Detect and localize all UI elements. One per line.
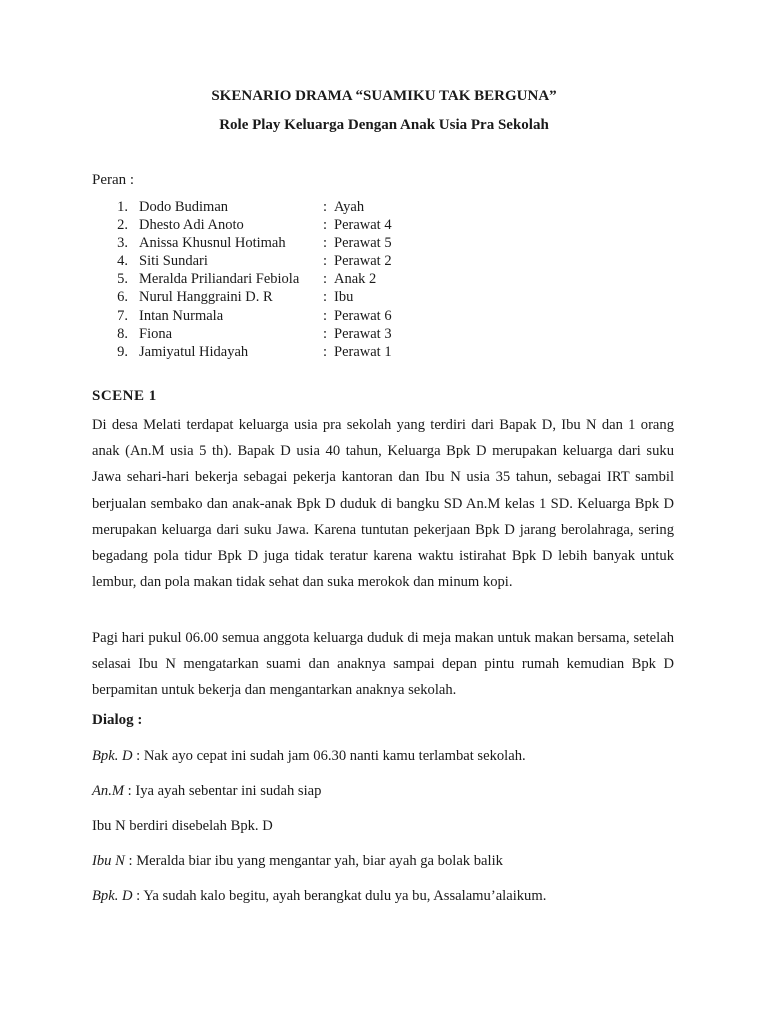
cast-role: Perawat 2: [334, 253, 392, 270]
cast-name: Siti Sundari: [139, 253, 208, 270]
dialog-text: Meralda biar ibu yang mengantar yah, biar ayah ga bolak balik: [136, 853, 503, 869]
cast-colon: :: [323, 235, 328, 252]
cast-number: 7.: [117, 307, 128, 324]
page-subtitle: Role Play Keluarga Dengan Anak Usia Pra Sekolah: [219, 117, 549, 133]
dialog-line: [92, 888, 546, 905]
cast-colon: :: [323, 199, 328, 215]
dialog-line: [92, 853, 503, 870]
cast-number: 8.: [117, 325, 128, 342]
cast-role: Perawat 3: [334, 325, 392, 342]
cast-role: Perawat 6: [334, 307, 392, 324]
cast-colon: :: [323, 307, 328, 324]
stage-direction-text: Ibu N berdiri disebelah Bpk. D: [92, 818, 273, 834]
scene-paragraph-1: Di desa Melati terdapat keluarga usia pra sekolah yang terdiri dari Bapak D, Ibu N dan 1 orang anak (An.M usia 5 th). Bapak D usia 40 tahun, Keluarga Bpk D merupakan keluarga dari suku Jawa sehari-hari bekerja sebagai pekerja kantoran dan Ibu N usia 35 tahun, sebagai IRT sambil berjualan sembako dan anak-anak Bpk D duduk di bangku SD An.M kelas 1 SD. Keluarga Bpk D merupakan keluarga dari suku Jawa. Karena tuntutan pekerjaan Bpk D jarang berolahraga, sering begadang pola tidur Bpk D juga tidak teratur karena waktu istirahat Bpk D lebih banyak untuk lembur, dan pola makan tidak sehat dan suka merokok dan minum kopi.: [92, 417, 674, 591]
cast-name: Intan Nurmala: [139, 307, 224, 324]
dialog-separator: :: [132, 888, 144, 904]
cast-role: Perawat 5: [334, 235, 392, 252]
cast-name: Meralda Priliandari Febiola: [139, 271, 300, 288]
cast-colon: :: [323, 343, 328, 360]
cast-role: Ibu: [334, 289, 354, 306]
cast-name: Anissa Khusnul Hotimah: [139, 235, 286, 252]
dialog-separator: :: [132, 748, 144, 764]
cast-colon: :: [323, 217, 328, 234]
cast-name: Dodo Budiman: [139, 199, 229, 215]
scene-heading: SCENE 1: [92, 388, 157, 404]
cast-colon: :: [323, 289, 328, 306]
cast-role: Perawat 4: [334, 217, 392, 234]
cast-number: 5.: [117, 271, 128, 288]
dialog-heading: Dialog :: [92, 712, 143, 728]
dialog-speaker: An.M: [92, 783, 125, 799]
dialog-text: Ya sudah kalo begitu, ayah berangkat dulu ya bu, Assalamu’alaikum.: [143, 888, 547, 904]
cast-colon: :: [323, 325, 328, 342]
cast-name: Fiona: [139, 325, 173, 342]
stage-direction: [92, 818, 273, 835]
cast-colon: :: [323, 253, 328, 270]
cast-number: 4.: [117, 253, 128, 270]
cast-name: Jamiyatul Hidayah: [139, 343, 249, 360]
cast-number: 6.: [117, 289, 128, 306]
dialog-text: Nak ayo cepat ini sudah jam 06.30 nanti kamu terlambat sekolah.: [143, 748, 526, 764]
cast-heading: Peran :: [92, 172, 135, 188]
scene-paragraph-2: Pagi hari pukul 06.00 semua anggota keluarga duduk di meja makan untuk makan bersama, setelah selasai Ibu N mengatarkan suami dan anaknya sampai depan pintu rumah kemudian Bpk D berpamitan untuk bekerja dan mengantarkan anaknya sekolah.: [92, 630, 674, 699]
page-title: SKENARIO DRAMA “SUAMIKU TAK BERGUNA”: [211, 88, 557, 104]
cast-number: 3.: [117, 235, 128, 252]
dialog-line: [92, 783, 321, 800]
dialog-speaker: Bpk. D: [92, 748, 133, 764]
dialog-speaker: Ibu N: [92, 853, 125, 869]
dialog-separator: :: [124, 853, 137, 869]
cast-name: Nurul Hanggraini D. R: [139, 289, 273, 306]
cast-name: Dhesto Adi Anoto: [139, 217, 244, 234]
cast-number: 1.: [117, 199, 128, 215]
dialog-speaker: Bpk. D: [92, 888, 133, 904]
cast-role: Perawat 1: [334, 343, 392, 360]
dialog-separator: :: [124, 783, 136, 799]
dialog-line: [92, 748, 526, 765]
cast-role: Ayah: [334, 199, 365, 215]
cast-number: 9.: [117, 343, 128, 360]
cast-role: Anak 2: [334, 271, 377, 288]
cast-number: 2.: [117, 217, 128, 234]
cast-colon: :: [323, 271, 328, 288]
dialog-text: Iya ayah sebentar ini sudah siap: [135, 783, 322, 799]
